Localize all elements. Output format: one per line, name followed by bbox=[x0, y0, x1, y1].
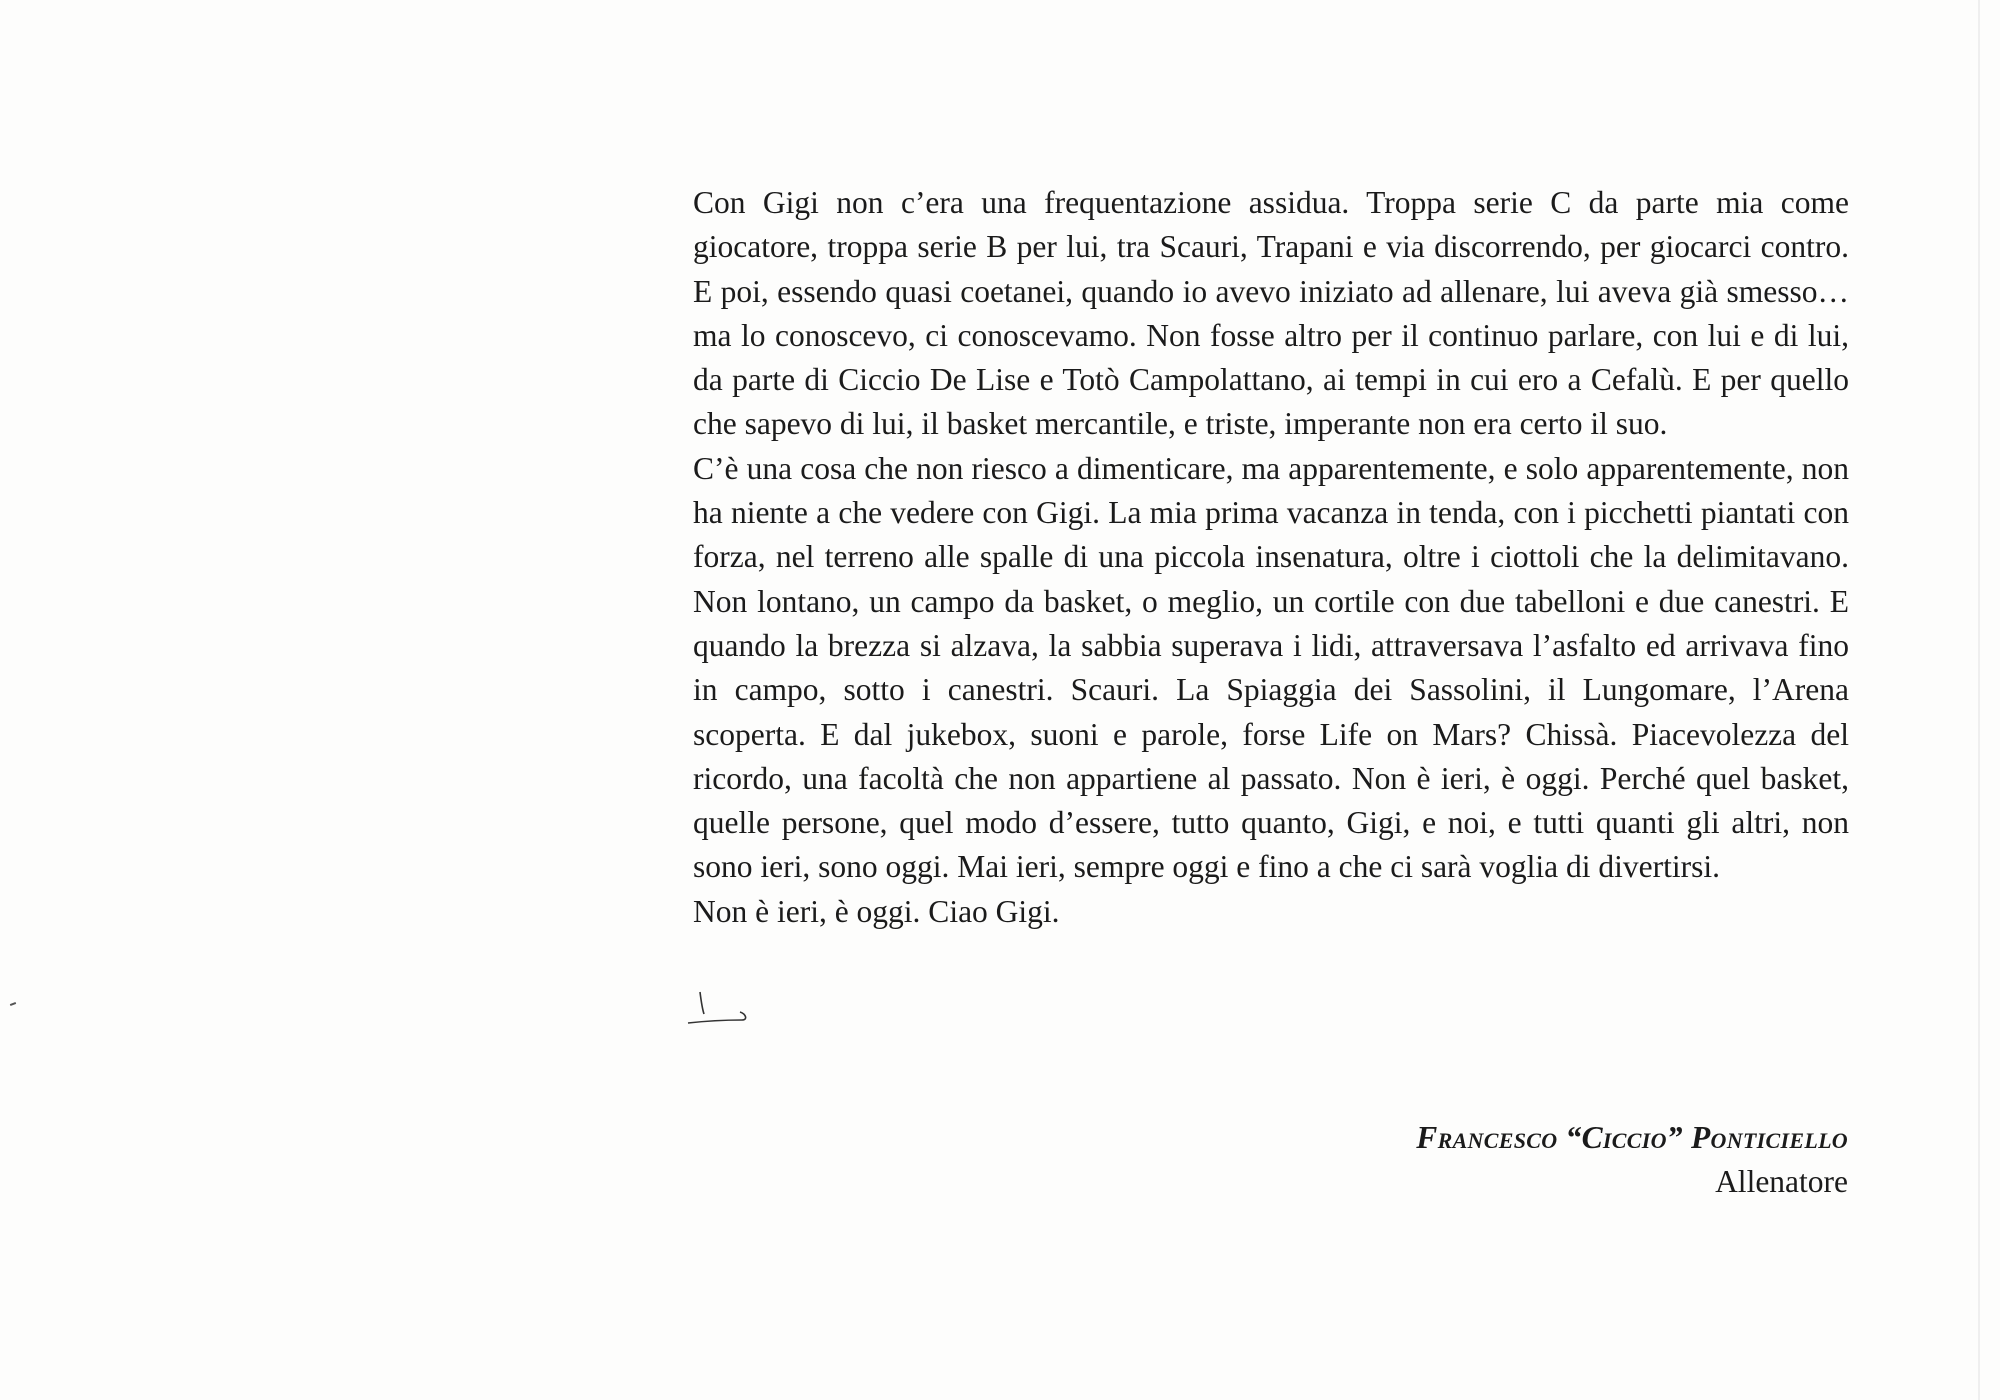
body-paragraph-1: Con Gigi non c’era una frequentazione assidua. Troppa serie C da parte mia come giocatore, troppa serie B per lui, tra Scauri, Trapani e via discorrendo, per giocarci contro. E poi, essendo quasi coetanei, quando io avevo iniziato ad allenare, lui aveva già smesso… ma lo conoscevo, ci conoscevamo. Non fosse altro per il continuo parlare, con lui e di lui, da parte di Ciccio De Lise e Totò Campolattano, ai tempi in cui ero a Cefalù. E per quello che sapevo di lui, il basket mercantile, e triste, imperante non era certo il suo. bbox=[693, 185, 1849, 442]
page-edge-shadow bbox=[1978, 0, 1980, 1400]
author-signature bbox=[1416, 1116, 1848, 1204]
scan-speck bbox=[10, 1002, 16, 1006]
author-role: Allenatore bbox=[1715, 1164, 1848, 1199]
article-body bbox=[693, 181, 1849, 934]
pen-underline-mark bbox=[686, 990, 766, 1028]
closing-line: Non è ieri, è oggi. Ciao Gigi. bbox=[693, 893, 1060, 929]
body-paragraph-2: C’è una cosa che non riesco a dimenticare, ma apparentemente, e solo apparentemente, non ha niente a che vedere con Gigi. La mia prima vacanza in tenda, con i picchetti piantati con forza, nel terreno alle spalle di una piccola insenatura, oltre i ciottoli che la delimitavano. Non lontano, un campo da basket, o meglio, un cortile con due tabelloni e due canestri. E quando la brezza si alzava, la sabbia superava i lidi, attraversava l’asfalto ed arrivava fino in campo, sotto i canestri. Scauri. La Spiaggia dei Sassolini, il Lungomare, l’Arena scoperta. E dal jukebox, suoni e parole, forse Life on Mars? Chissà. Piacevolezza del ricordo, una facoltà che non appartiene al passato. Non è ieri, è oggi. Perché quel basket, quelle persone, quel modo d’essere, tutto quanto, Gigi, e noi, e tutti quanti gli altri, non sono ieri, sono oggi. Mai ieri, sempre oggi e fino a che ci sarà voglia di divertirsi. bbox=[693, 450, 1849, 885]
author-name: Francesco “Ciccio” Ponticiello bbox=[1416, 1120, 1848, 1155]
